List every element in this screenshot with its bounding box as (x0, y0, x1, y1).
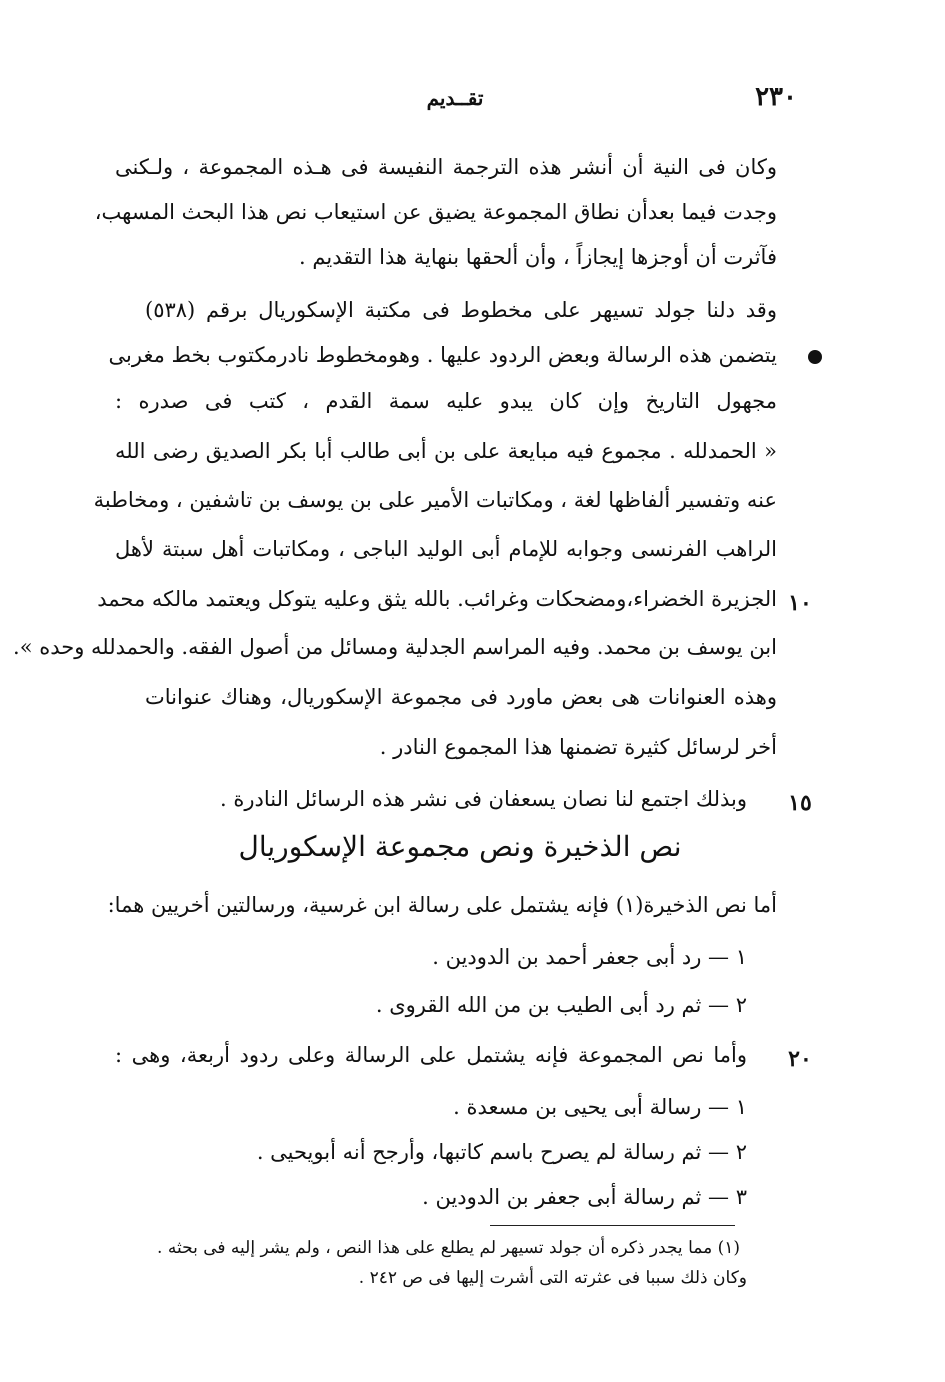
body-line: أما نص الذخيرة(١) فإنه يشتمل على رسالة ابن غرسية، ورسالتين أخريين هما: (107, 893, 777, 917)
footnote-rule (490, 1225, 735, 1227)
body-line: مجهول التاريخ وإن كان يبدو عليه سمة القدم ، كتب فى صدره : (115, 389, 777, 413)
body-line: ابن يوسف بن محمد. وفيه المراسم الجدلية ومسائل من أصول الفقه. والحمدلله وحده ». (13, 635, 777, 659)
footnote-line: وكان ذلك سببا فى عثرته التى أشرت إليها فى ص ٢٤٢ . (358, 1268, 747, 1288)
body-line: يتضمن هذه الرسالة وبعض الردود عليها . وهومخطوط نادرمكتوب بخط مغربى (108, 343, 777, 367)
body-line: أخر لرسائل كثيرة تضمنها هذا المجموع النادر . (379, 735, 777, 759)
body-line: عنه وتفسير ألفاظها لغة ، ومكاتبات الأمير على بن يوسف بن تاشفين ، ومخاطبة (93, 488, 777, 512)
body-line: وكان فى النية أن أنشر هذه الترجمة النفيسة فى هـذه المجموعة ، ولـكنى (115, 155, 777, 179)
body-line: « الحمدلله . مجموع فيه مبايعة على بن أبى طالب أبا بكر الصديق رضى الله (115, 439, 777, 463)
line-number: ١٥ (788, 790, 812, 816)
body-line: وهذه العنوانات هى بعض ماورد فى مجموعة الإسكوريال، وهناك عنوانات (145, 685, 777, 709)
bullet-mark (808, 350, 822, 364)
body-line: فآثرت أن أوجزها إيجازاً ، وأن ألحقها بنهاية هذا التقديم . (299, 245, 777, 269)
list-item: ١ — رد أبى جعفر أحمد بن الدودين . (432, 945, 747, 969)
body-line: وأما نص المجموعة فإنه يشتمل على الرسالة وعلى ردود أربعة، وهى : (115, 1043, 747, 1067)
running-title: تقــديم (426, 86, 484, 110)
body-line: وجدت فيما بعدأن نطاق المجموعة يضيق عن استيعاب نص هذا البحث المسهب، (94, 200, 777, 224)
body-line: الجزيرة الخضراء،ومضحكات وغرائب. بالله يثق وعليه يتوكل ويعتمد مالكه محمد (97, 587, 777, 611)
line-number: ٢٠ (788, 1046, 812, 1072)
page-header (0, 82, 945, 122)
page-number: ٢٣٠ (755, 82, 797, 112)
footnote-line: (١) مما يجدر ذكره أن جولد تسيهر لم يطلع على هذا النص ، ولم يشر إليه فى بحثه . (157, 1238, 740, 1258)
list-item: ٢ — ثم رد أبى الطيب بن من الله القروى . (375, 993, 747, 1017)
line-number: ١٠ (788, 590, 812, 616)
list-item: ٣ — ثم رسالة أبى جعفر بن الدودين . (422, 1185, 747, 1209)
section-heading: نص الذخيرة ونص مجموعة الإسكوريال (238, 830, 682, 863)
body-line: وبذلك اجتمع لنا نصان يسعفان فى نشر هذه الرسائل النادرة . (220, 787, 747, 811)
list-item: ١ — رسالة أبى يحيى بن مسعدة . (453, 1095, 747, 1119)
list-item: ٢ — ثم رسالة لم يصرح باسم كاتبها، وأرجح أنه أبويحيى . (256, 1140, 747, 1164)
body-line: وقد دلنا جولد تسيهر على مخطوط فى مكتبة الإسكوريال برقم (٥٣٨) (145, 298, 777, 322)
body-line: الراهب الفرنسى وجوابه للإمام أبى الوليد الباجى ، ومكاتبات أهل سبتة لأهل (115, 537, 777, 561)
